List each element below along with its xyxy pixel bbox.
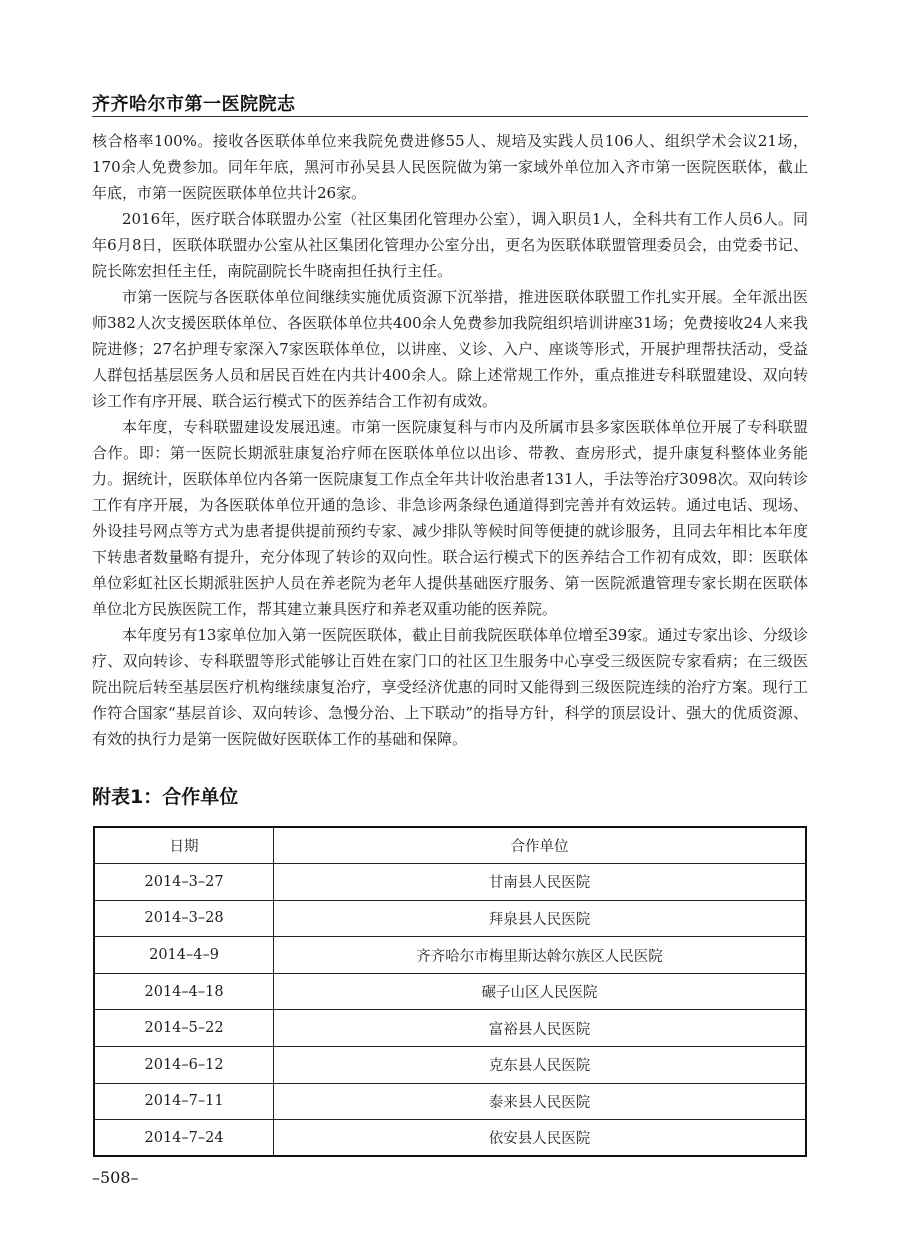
paragraph: 本年度，专科联盟建设发展迅速。市第一医院康复科与市内及所属市县多家医联体单位开展了专科联盟合作。即：第一医院长期派驻康复治疗师在医联体单位以出诊、带教、查房形式，提升康复科整体业务能力。据统计，医联体单位内各第一医院康复工作点全年共计收治患者131人，手法等治疗3098次。双向转诊工作有序开展，为各医联体单位开通的急诊、非急诊两条绿色通道得到完善并有效运转。通过电话、现场、外设挂号网点等方式为患者提供提前预约专家、减少排队等候时间等便捷的就诊服务，且同去年相比本年度下转患者数量略有提升，充分体现了转诊的双向性。联合运行模式下的医养结合工作初有成效，即：医联体单位彩虹社区长期派驻医护人员在养老院为老年人提供基础医疗服务、第一医院派遣管理专家长期在医联体单位北方民族医院工作，帮其建立兼具医疗和养老双重功能的医养院。	[92, 418, 808, 618]
unit-cell: 克东县人民医院	[274, 1047, 806, 1084]
page-number: –508–	[92, 1168, 139, 1187]
date-cell: 2014–5–22	[94, 1010, 274, 1047]
paragraph: 核合格率100%。接收各医联体单位来我院免费进修55人、规培及实践人员106人、组织学术会议21场，170余人免费参加。同年年底，黑河市孙吴县人民医院做为第一家域外单位加入齐市第一医院医联体，截止年底，市第一医院医联体单位共计26家。	[92, 132, 808, 202]
table-row	[94, 864, 806, 901]
unit-cell: 齐齐哈尔市梅里斯达斡尔族区人民医院	[274, 937, 806, 974]
date-cell: 2014–3–27	[94, 864, 274, 901]
unit-cell: 甘南县人民医院	[274, 864, 806, 901]
date-cell: 2014–7–24	[94, 1120, 274, 1157]
date-cell: 2014–6–12	[94, 1047, 274, 1084]
unit-cell: 富裕县人民医院	[274, 1010, 806, 1047]
table-row	[94, 1047, 806, 1084]
date-cell: 2014–7–11	[94, 1083, 274, 1120]
paragraph: 市第一医院与各医联体单位间继续实施优质资源下沉举措，推进医联体联盟工作扎实开展。全年派出医师382人次支援医联体单位、各医联体单位共400余人免费参加我院组织培训讲座31场；免费接收24人来我院进修；27名护理专家深入7家医联体单位，以讲座、义诊、入户、座谈等形式，开展护理帮扶活动，受益人群包括基层医务人员和居民百姓在内共计400余人。除上述常规工作外，重点推进专科联盟建设、双向转诊工作有序开展、联合运行模式下的医养结合工作初有成效。	[92, 288, 808, 410]
running-header	[92, 80, 808, 114]
book-title: 齐齐哈尔市第一医院院志	[92, 94, 296, 115]
table-row	[94, 1010, 806, 1047]
paragraph: 本年度另有13家单位加入第一医院医联体，截止目前我院医联体单位增至39家。通过专家出诊、分级诊疗、双向转诊、专科联盟等形式能够让百姓在家门口的社区卫生服务中心享受三级医院专家看病；在三级医院出院后转至基层医疗机构继续康复治疗，享受经济优惠的同时又能得到三级医院连续的治疗方案。现行工作符合国家“基层首诊、双向转诊、急慢分治、上下联动”的指导方针，科学的顶层设计、强大的优质资源、有效的执行力是第一医院做好医联体工作的基础和保障。	[92, 626, 808, 748]
unit-cell: 拜泉县人民医院	[274, 900, 806, 937]
date-cell: 2014–4–18	[94, 973, 274, 1010]
appendix-title: 附表1：合作单位	[92, 786, 239, 808]
column-header-unit: 合作单位	[274, 827, 806, 864]
date-cell: 2014–4–9	[94, 937, 274, 974]
date-cell: 2014–3–28	[94, 900, 274, 937]
unit-cell: 泰来县人民医院	[274, 1083, 806, 1120]
table-header-row	[94, 827, 806, 864]
table-row	[94, 900, 806, 937]
unit-cell: 碾子山区人民医院	[274, 973, 806, 1010]
table-row	[94, 1083, 806, 1120]
paragraph: 2016年，医疗联合体联盟办公室（社区集团化管理办公室），调入职员1人，全科共有工作人员6人。同年6月8日，医联体联盟办公室从社区集团化管理办公室分出，更名为医联体联盟管理委员会，由党委书记、院长陈宏担任主任，南院副院长牛晓南担任执行主任。	[92, 210, 808, 280]
column-header-date: 日期	[94, 827, 274, 864]
table-row	[94, 1120, 806, 1157]
table-row	[94, 973, 806, 1010]
table-row	[94, 937, 806, 974]
body-text	[92, 128, 808, 752]
unit-cell: 依安县人民医院	[274, 1120, 806, 1157]
header-rule	[92, 116, 808, 117]
cooperation-units-table	[93, 826, 807, 1157]
